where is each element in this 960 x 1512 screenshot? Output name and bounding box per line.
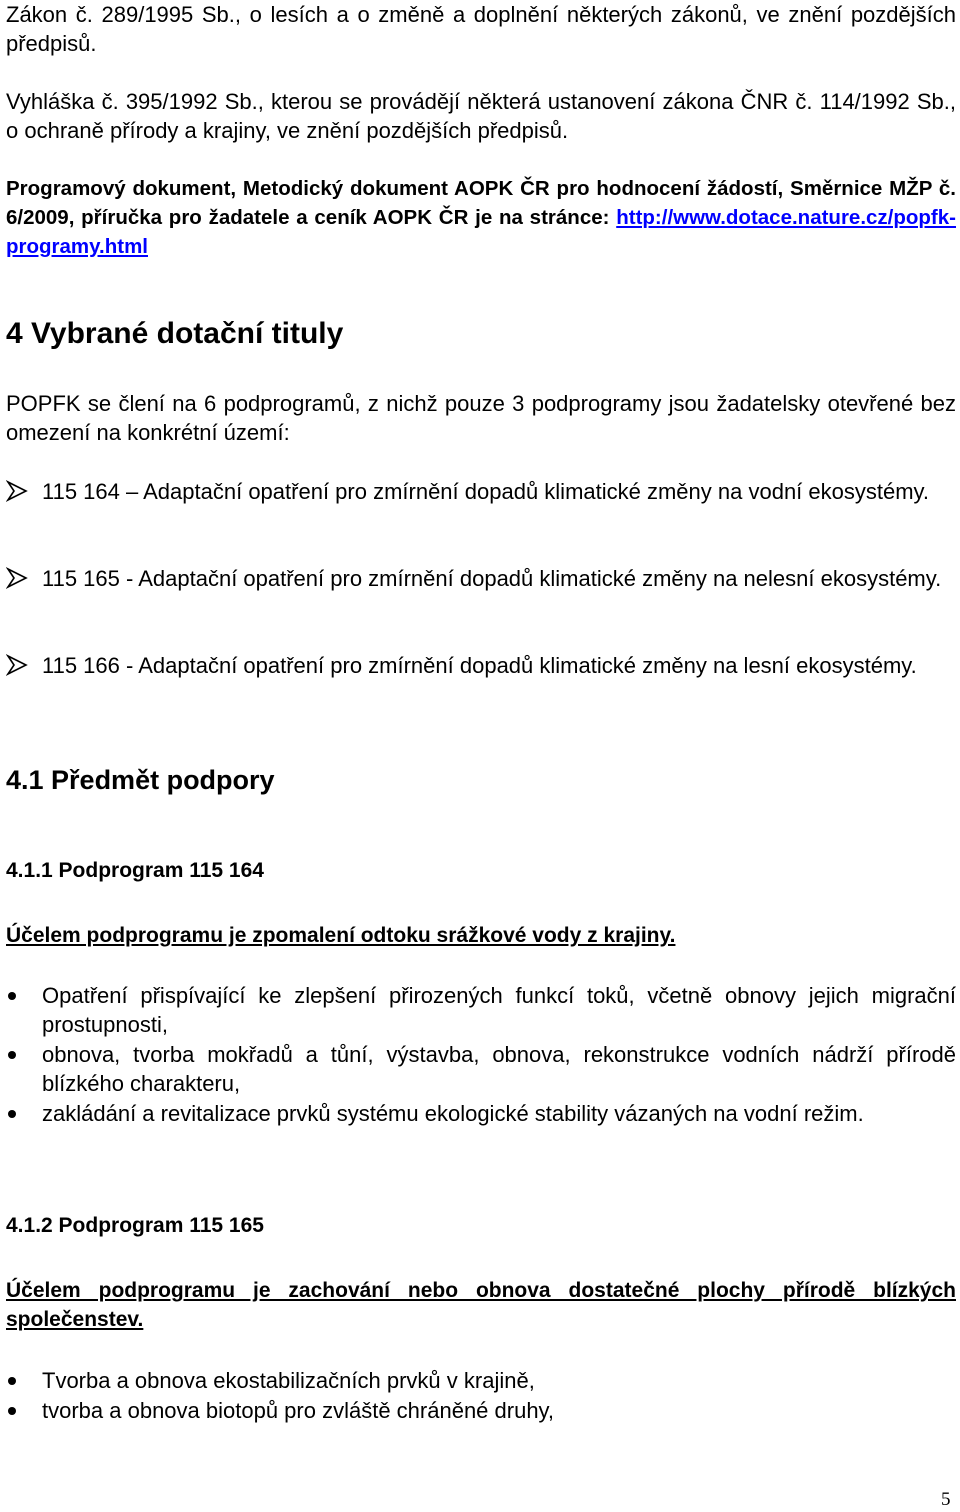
arrow-bullet-icon bbox=[6, 651, 30, 676]
subprogram-item: 115 165 - Adaptační opatření pro zmírnění dopadů klimatické změny na nelesní ekosystémy. bbox=[42, 566, 942, 591]
arrow-bullet-icon bbox=[6, 564, 30, 589]
section-4-1-1-purpose bbox=[6, 921, 956, 950]
purpose-text: Účelem podprogramu je zpomalení odtoku srážkové vody z krajiny. bbox=[6, 924, 676, 947]
section-4-heading: 4 Vybrané dotační tituly bbox=[6, 317, 344, 350]
section-4-1-2-heading: 4.1.2 Podprogram 115 165 bbox=[6, 1214, 264, 1237]
program-documents-link[interactable]: http://www.dotace.nature.cz/popfk-programy.html bbox=[6, 206, 956, 258]
support-item: obnova, tvorba mokřadů a tůní, výstavba, obnova, rekonstrukce vodních nádrží přírodě blízkého charakteru, bbox=[42, 1042, 956, 1096]
section-4-intro: POPFK se člení na 6 podprogramů, z nichž pouze 3 podprogramy jsou žadatelsky otevřené bez omezení na konkrétní území: bbox=[6, 391, 956, 445]
bullet-icon bbox=[6, 981, 16, 1000]
decree-reference: Vyhláška č. 395/1992 Sb., kterou se provádějí některá ustanovení zákona ČNR č. 114/1992 Sb., o ochraně přírody a krajiny, ve znění pozdějších předpisů. bbox=[6, 89, 956, 143]
subprogram-item: 115 164 – Adaptační opatření pro zmírnění dopadů klimatické změny na vodní ekosystémy. bbox=[42, 479, 930, 504]
section-4-1-2-purpose bbox=[6, 1276, 956, 1334]
program-documents-text: Programový dokument, Metodický dokument AOPK ČR pro hodnocení žádostí, Směrnice MŽP č. 6/2009, příručka pro žadatele a ceník AOPK ČR je na stránce: bbox=[6, 177, 956, 229]
law-reference: Zákon č. 289/1995 Sb., o lesích a o změně a doplnění některých zákonů, ve znění pozdějších předpisů. bbox=[6, 2, 956, 56]
purpose-text: Účelem podprogramu je zachování nebo obnova dostatečné plochy přírodě blízkých společenstev. bbox=[6, 1279, 956, 1331]
subprogram-item: 115 166 - Adaptační opatření pro zmírnění dopadů klimatické změny na lesní ekosystémy. bbox=[42, 653, 917, 678]
bullet-icon bbox=[6, 1366, 16, 1385]
page-number: 5 bbox=[941, 1489, 951, 1510]
arrow-bullet-icon bbox=[6, 477, 30, 502]
bullet-icon bbox=[6, 1396, 16, 1415]
support-item: Opatření přispívající ke zlepšení přirozených funkcí toků, včetně obnovy jejich migrační prostupnosti, bbox=[42, 983, 956, 1037]
support-item: zakládání a revitalizace prvků systému ekologické stability vázaných na vodní režim. bbox=[42, 1101, 864, 1126]
section-4-1-heading: 4.1 Předmět podpory bbox=[6, 765, 275, 795]
bullet-icon bbox=[6, 1040, 16, 1059]
section-4-1-1-heading: 4.1.1 Podprogram 115 164 bbox=[6, 859, 264, 882]
support-item: tvorba a obnova biotopů pro zvláště chráněné druhy, bbox=[42, 1398, 555, 1423]
program-documents-paragraph bbox=[6, 174, 956, 261]
bullet-icon bbox=[6, 1099, 16, 1118]
support-item: Tvorba a obnova ekostabilizačních prvků v krajině, bbox=[42, 1368, 535, 1393]
